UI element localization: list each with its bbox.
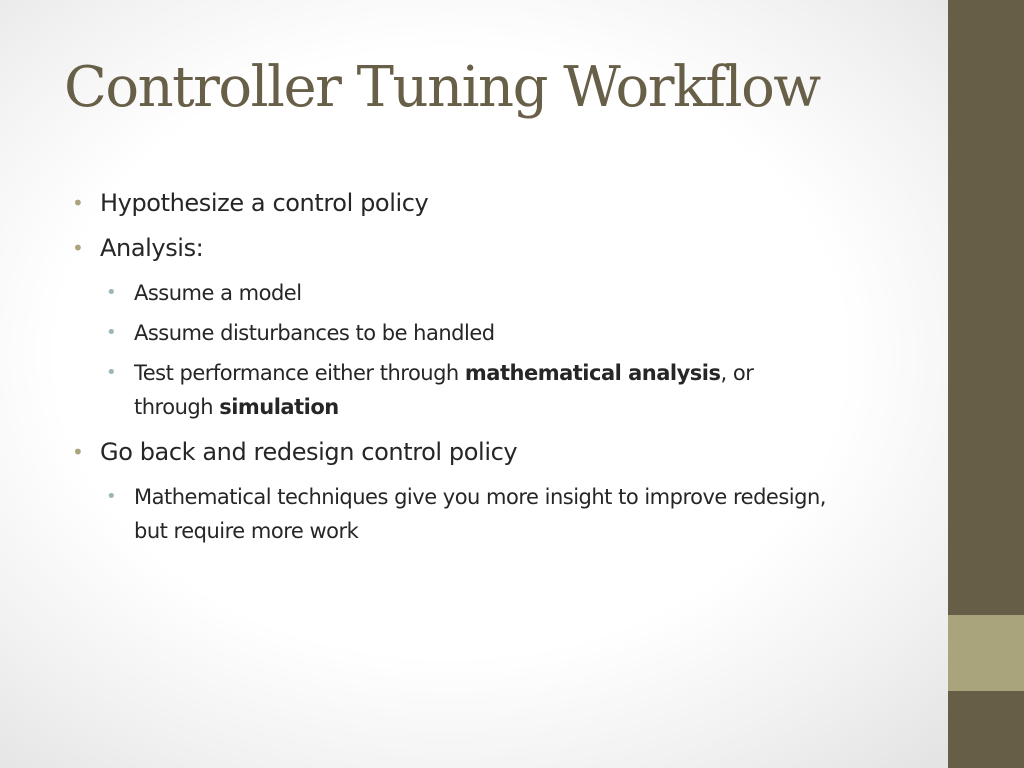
- sub-bullet-test-performance: [106, 356, 832, 424]
- sub-bullet-assume-model: [106, 276, 832, 310]
- sub-bullet-text: Mathematical techniques give you more insight to improve redesign, but require more work: [134, 485, 826, 543]
- bullet-list: [72, 186, 832, 554]
- sub-bullet-mathematical-techniques: [106, 480, 832, 548]
- bullet-hypothesize: [72, 186, 832, 220]
- sub-bullet-dot-icon: •: [106, 322, 117, 343]
- bullet-dot-icon: •: [72, 191, 84, 215]
- bullet-text: Analysis:: [100, 234, 204, 262]
- sub-bullet-text: Assume a model: [134, 281, 302, 305]
- bullet-text: Go back and redesign control policy: [100, 438, 518, 466]
- bullet-dot-icon: •: [72, 440, 84, 464]
- emphasis-simulation: simulation: [219, 395, 339, 419]
- sub-bullet-dot-icon: •: [106, 282, 117, 303]
- sub-bullet-dot-icon: •: [106, 362, 117, 383]
- side-accent-square: [948, 615, 1024, 691]
- sub-bullet-dot-icon: •: [106, 486, 117, 507]
- bullet-dot-icon: •: [72, 236, 84, 260]
- bullet-go-back: [72, 435, 832, 469]
- sub-bullet-text: Assume disturbances to be handled: [134, 321, 495, 345]
- emphasis-mathematical-analysis: mathematical analysis: [464, 361, 721, 385]
- sub-bullet-text-part1: Test performance either through: [134, 361, 465, 385]
- sub-bullet-assume-disturbances: [106, 316, 832, 350]
- slide-title: Controller Tuning Workflow: [64, 55, 820, 120]
- bullet-analysis: [72, 231, 832, 265]
- bullet-text: Hypothesize a control policy: [100, 189, 429, 217]
- sub-bullet-text-part2: , or through: [134, 361, 754, 419]
